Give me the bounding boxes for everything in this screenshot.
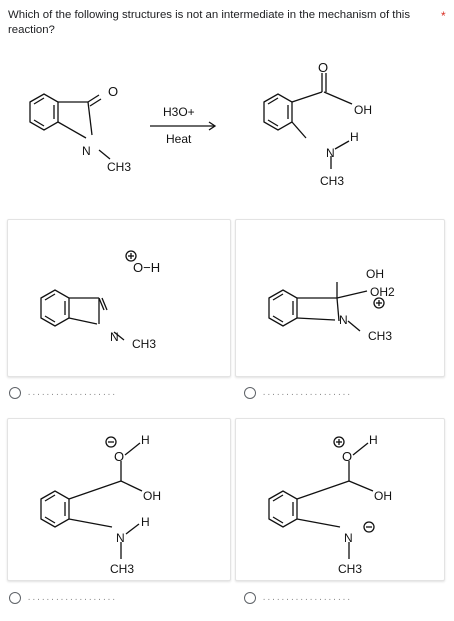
product-hydrogen: H bbox=[350, 130, 359, 144]
option-a-card bbox=[7, 219, 231, 377]
option-a-structure bbox=[8, 220, 230, 376]
option-d-oxygen: O bbox=[342, 449, 353, 464]
option-d-radio[interactable] bbox=[244, 592, 256, 604]
option-a-radio[interactable] bbox=[9, 387, 21, 399]
reactant-nitrogen: N bbox=[82, 144, 91, 158]
option-a-methyl: CH3 bbox=[132, 337, 157, 351]
option-d-hydroxyl: OH bbox=[374, 489, 392, 503]
option-d-answer-line: ................... bbox=[262, 595, 352, 603]
option-c-card bbox=[7, 418, 231, 581]
condition-label: Heat bbox=[166, 132, 192, 146]
option-d-structure bbox=[236, 419, 444, 580]
option-b-methyl: CH3 bbox=[368, 329, 393, 343]
product-oxygen: O bbox=[318, 60, 329, 75]
option-b-answer-line: ................... bbox=[262, 390, 352, 398]
option-b-hydroxyl: OH bbox=[366, 267, 384, 281]
option-b-radio[interactable] bbox=[244, 387, 256, 399]
option-b-nitrogen: N bbox=[339, 313, 348, 327]
option-c-oxygen: O bbox=[114, 449, 125, 464]
option-d-oxygen-h: H bbox=[369, 433, 378, 447]
option-a-oxonium: O−H bbox=[133, 260, 161, 275]
product-methyl: CH3 bbox=[320, 174, 345, 188]
option-a-nitrogen: N bbox=[110, 330, 119, 344]
option-c-nitrogen-h: H bbox=[141, 515, 150, 529]
option-c-methyl: CH3 bbox=[110, 562, 135, 576]
option-c-structure bbox=[8, 419, 230, 580]
required-marker: * bbox=[441, 9, 446, 23]
option-c-oxygen-h: H bbox=[141, 433, 150, 447]
option-c-nitrogen: N bbox=[116, 531, 125, 545]
product-nitrogen: N bbox=[326, 146, 335, 160]
option-d-card bbox=[235, 418, 445, 581]
option-a-answer-line: ................... bbox=[27, 390, 117, 398]
reactant-oxygen: O bbox=[108, 84, 119, 99]
option-c-hydroxyl: OH bbox=[143, 489, 161, 503]
option-b-structure bbox=[236, 220, 444, 376]
option-d-methyl: CH3 bbox=[338, 562, 363, 576]
option-b-oxonium: OH2 bbox=[370, 285, 395, 299]
option-c-radio[interactable] bbox=[9, 592, 21, 604]
option-b-card bbox=[235, 219, 445, 377]
option-c-answer-line: ................... bbox=[27, 595, 117, 603]
option-d-nitrogen: N bbox=[344, 531, 353, 545]
reaction-scheme bbox=[0, 0, 454, 210]
reactant-methyl: CH3 bbox=[107, 160, 132, 174]
product-hydroxyl: OH bbox=[354, 103, 372, 117]
reagent-label: H3O+ bbox=[163, 105, 195, 119]
question-text: Which of the following structures is not an intermediate in the mechanism of this reaction? bbox=[8, 9, 411, 36]
